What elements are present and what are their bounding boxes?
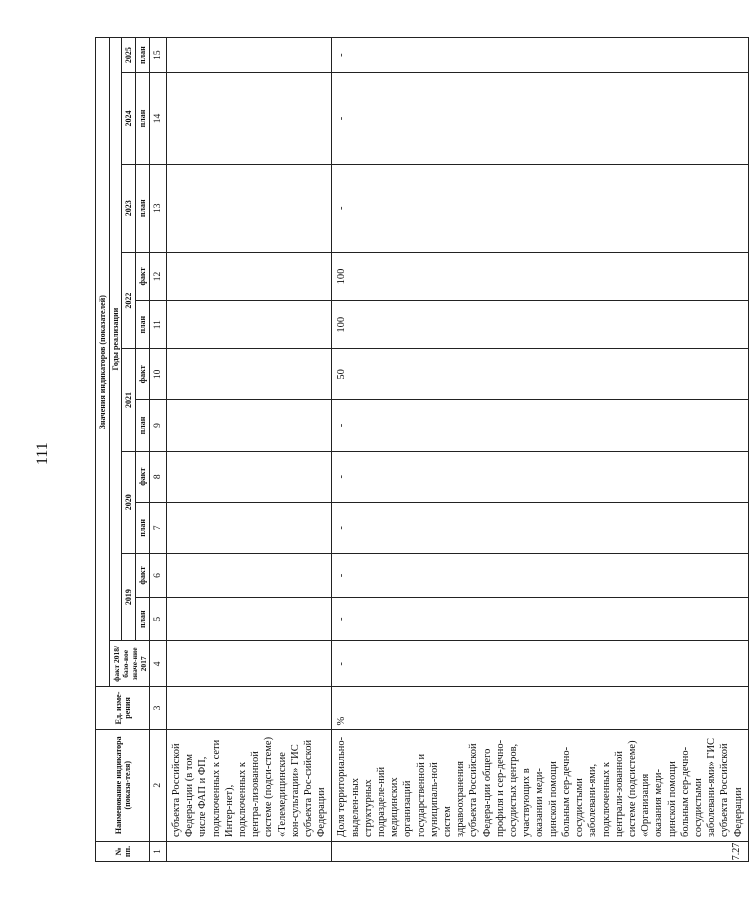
header-year-2023: 2023 xyxy=(122,164,136,252)
col-num: 1 xyxy=(150,841,167,861)
header-plan: план xyxy=(136,73,150,164)
col-num: 13 xyxy=(150,164,167,252)
value-cell xyxy=(167,553,332,597)
col-num: 7 xyxy=(150,502,167,553)
header-plan: план xyxy=(136,301,150,349)
header-no: № пп. xyxy=(96,841,150,861)
header-name: Наименование индикатора (показа-теля) xyxy=(96,729,150,841)
column-number-row xyxy=(150,38,167,862)
value-cell xyxy=(167,400,332,451)
table-row xyxy=(332,38,748,862)
indicator-unit: % xyxy=(332,687,748,729)
row-number: 7.27 xyxy=(332,841,748,861)
col-num: 9 xyxy=(150,400,167,451)
header-year-2021: 2021 xyxy=(122,349,136,451)
value-cell xyxy=(167,349,332,400)
header-values: Значения индикаторов (показателей) xyxy=(96,38,110,687)
value-cell: - xyxy=(332,164,748,252)
table-row xyxy=(167,38,332,862)
value-cell: - xyxy=(332,451,748,502)
header-fact: факт xyxy=(136,451,150,502)
value-cell: - xyxy=(332,73,748,164)
indicator-table xyxy=(95,37,749,862)
value-cell: - xyxy=(332,553,748,597)
value-cell xyxy=(167,598,332,641)
value-cell xyxy=(167,641,332,687)
header-plan: план xyxy=(136,38,150,73)
page-number: 111 xyxy=(34,442,51,465)
header-year-2020: 2020 xyxy=(122,451,136,553)
indicator-table-rotated xyxy=(95,37,744,862)
value-cell xyxy=(167,301,332,349)
value-cell xyxy=(167,252,332,300)
col-num: 12 xyxy=(150,252,167,300)
row-number xyxy=(167,841,332,861)
col-num: 8 xyxy=(150,451,167,502)
header-plan: план xyxy=(136,502,150,553)
indicator-name: субъекта Российской Федера-ции (в том числе ФАП и ФП, подключенных к сети Интер-нет), подключенных к центра-лизованной системе (подси-стеме) «Телемедицинские кон-сультации» ГИС субъекта Рос-сийской Федерации xyxy=(167,729,332,841)
indicator-name: Доля территориально-выделен-ных структурных подразделе-ний медицинских организаций государственной и муниципаль-ной систем здравоохранения субъекта Российской Федера-ции общего профиля и сер-дечно-сосудистых центров, участвующих в оказании меди-цинской помощи больным сер-дечно-сосудистыми заболевани-ями, подключенных к централи-зованной системе (подсистеме) «Организация оказания меди-цинской помощи больным сер-дечно-сосудистыми заболевани-ями» ГИС субъекта Российской Федерации xyxy=(332,729,748,841)
value-cell: 100 xyxy=(332,301,748,349)
col-num: 15 xyxy=(150,38,167,73)
value-cell: - xyxy=(332,598,748,641)
col-num: 4 xyxy=(150,641,167,687)
header-fact-base: факт 2018/базо-вое значе-ние 2017 xyxy=(110,641,150,687)
col-num: 5 xyxy=(150,598,167,641)
col-num: 11 xyxy=(150,301,167,349)
header-unit: Ед. изме-рения xyxy=(96,687,150,729)
header-fact: факт xyxy=(136,252,150,300)
header-fact: факт xyxy=(136,553,150,597)
header-year-2019: 2019 xyxy=(122,553,136,640)
col-num: 2 xyxy=(150,729,167,841)
indicator-unit xyxy=(167,687,332,729)
value-cell xyxy=(167,164,332,252)
col-num: 3 xyxy=(150,687,167,729)
col-num: 14 xyxy=(150,73,167,164)
header-plan: план xyxy=(136,164,150,252)
value-cell: - xyxy=(332,400,748,451)
value-cell xyxy=(167,38,332,73)
value-cell: - xyxy=(332,641,748,687)
header-plan: план xyxy=(136,400,150,451)
value-cell: 50 xyxy=(332,349,748,400)
value-cell xyxy=(167,502,332,553)
col-num: 10 xyxy=(150,349,167,400)
col-num: 6 xyxy=(150,553,167,597)
header-plan: план xyxy=(136,598,150,641)
value-cell xyxy=(167,451,332,502)
header-fact: факт xyxy=(136,349,150,400)
value-cell: - xyxy=(332,502,748,553)
value-cell xyxy=(167,73,332,164)
header-year-2024: 2024 xyxy=(122,73,136,164)
header-years-realization: Годы реализации xyxy=(110,38,122,641)
value-cell: - xyxy=(332,38,748,73)
value-cell: 100 xyxy=(332,252,748,300)
header-year-2025: 2025 xyxy=(122,38,136,73)
header-year-2022: 2022 xyxy=(122,252,136,348)
